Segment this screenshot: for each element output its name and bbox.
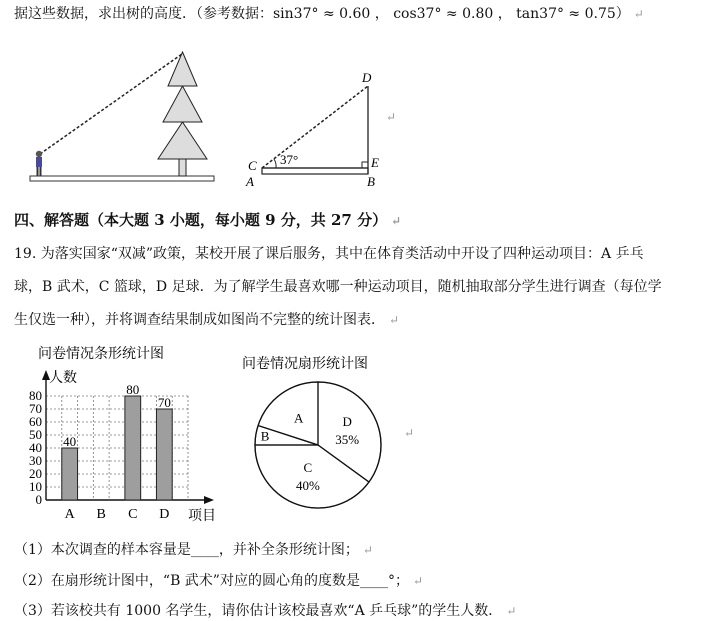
y-tick-label: 60 — [29, 414, 42, 429]
return-mark: ↵ — [386, 110, 397, 124]
tree-figure — [158, 52, 207, 176]
text-line: 生仅选一种），并将调查结果制成如图尚不完整的统计图表． — [14, 312, 385, 328]
y-tick-label: 30 — [29, 453, 42, 468]
pie-label-C: C — [303, 460, 313, 476]
text-line: （2）在扇形统计图中，“B 武术”对应的圆心角的度数是____°； — [14, 573, 409, 589]
data-label-D: 70 — [157, 395, 171, 410]
ground-bar — [30, 176, 214, 181]
return-mark: ↵ — [506, 604, 517, 618]
pie-chart-title: 问卷情况扇形统计图 — [242, 357, 368, 372]
return-mark: ↵ — [633, 7, 644, 21]
point-C-label: C — [248, 158, 257, 173]
y-tick-label: 80 — [29, 388, 42, 403]
data-label-C: 80 — [126, 382, 140, 397]
return-mark: ↵ — [389, 313, 400, 327]
question-19-line-1 — [14, 244, 644, 264]
x-tick-label: C — [128, 507, 138, 522]
text-line: （3）若该校共有 1000 名学生，请你估计该校最喜欢“A 乒乓球”的学生人数． — [14, 603, 503, 619]
bar-C — [125, 396, 141, 500]
sub-question-1 — [14, 540, 373, 560]
person-figure — [36, 151, 42, 176]
x-tick-label: A — [64, 507, 75, 522]
text-line: 据这些数据，求出树的高度．（参考数据：sin37° ≈ 0.60 ， cos37° ≈ 0.80 ， tan37° ≈ 0.75） — [14, 6, 630, 22]
sight-line — [40, 54, 182, 154]
section-heading — [14, 210, 401, 231]
text-line: 19. 为落实国家“双减”政策，某校开展了课后服务，其中在体育类活动中开设了四种运动项目：A 乒乓 — [14, 246, 644, 262]
pie-percent-D: 35% — [335, 432, 360, 448]
pie-percent-C: 40% — [295, 478, 320, 494]
bar-chart-ylabel: 人数 — [49, 371, 77, 386]
y-tick-label: 10 — [29, 479, 42, 494]
heading-text: 四、解答题（本大题 3 小题，每小题 9 分，共 27 分） — [14, 211, 388, 229]
return-mark: ↵ — [362, 543, 373, 557]
data-label-A: 40 — [63, 434, 77, 449]
return-mark: ↵ — [412, 574, 424, 588]
x-tick-label: D — [159, 507, 170, 522]
return-mark: ↵ — [404, 426, 415, 440]
y-tick-label: 40 — [29, 440, 42, 455]
bar-chart — [8, 340, 240, 530]
bar-A — [62, 448, 78, 500]
angle-label: 37° — [280, 152, 299, 167]
bar-chart-title: 问卷情况条形统计图 — [38, 347, 164, 362]
y-tick-label: 50 — [29, 427, 42, 442]
problem-text-top — [14, 4, 644, 24]
text-line: 球，B 武术，C 篮球，D 足球．为了解学生最喜欢哪一种运动项目，随机抽取部分学生进行调查（每位学 — [14, 279, 662, 295]
tree-illustration — [28, 46, 218, 186]
x-tick-label: B — [96, 507, 106, 522]
x-axis-arrow — [204, 496, 214, 504]
question-19-line-3 — [14, 310, 399, 330]
question-19-line-2 — [14, 277, 662, 297]
point-A-label: A — [246, 174, 254, 189]
bar-chart-xlabel: 项目 — [188, 509, 216, 524]
text-line: （1）本次调查的样本容量是____，并补全条形统计图； — [14, 542, 359, 558]
pie-chart — [240, 350, 400, 520]
y-tick-label: 0 — [35, 492, 42, 507]
y-tick-label: 20 — [29, 466, 42, 481]
return-mark: ↵ — [391, 214, 402, 228]
sub-question-3 — [14, 601, 516, 621]
bar-D — [156, 409, 172, 500]
pie-label-B: B — [260, 428, 270, 444]
point-B-label: B — [367, 174, 375, 189]
point-D-label: D — [362, 70, 372, 85]
sub-question-2 — [14, 571, 423, 591]
pie-label-D: D — [342, 414, 352, 430]
y-tick-label: 70 — [29, 401, 42, 416]
pie-label-A: A — [294, 410, 304, 426]
geometry-diagram — [240, 66, 400, 192]
point-E-label: E — [371, 155, 379, 170]
